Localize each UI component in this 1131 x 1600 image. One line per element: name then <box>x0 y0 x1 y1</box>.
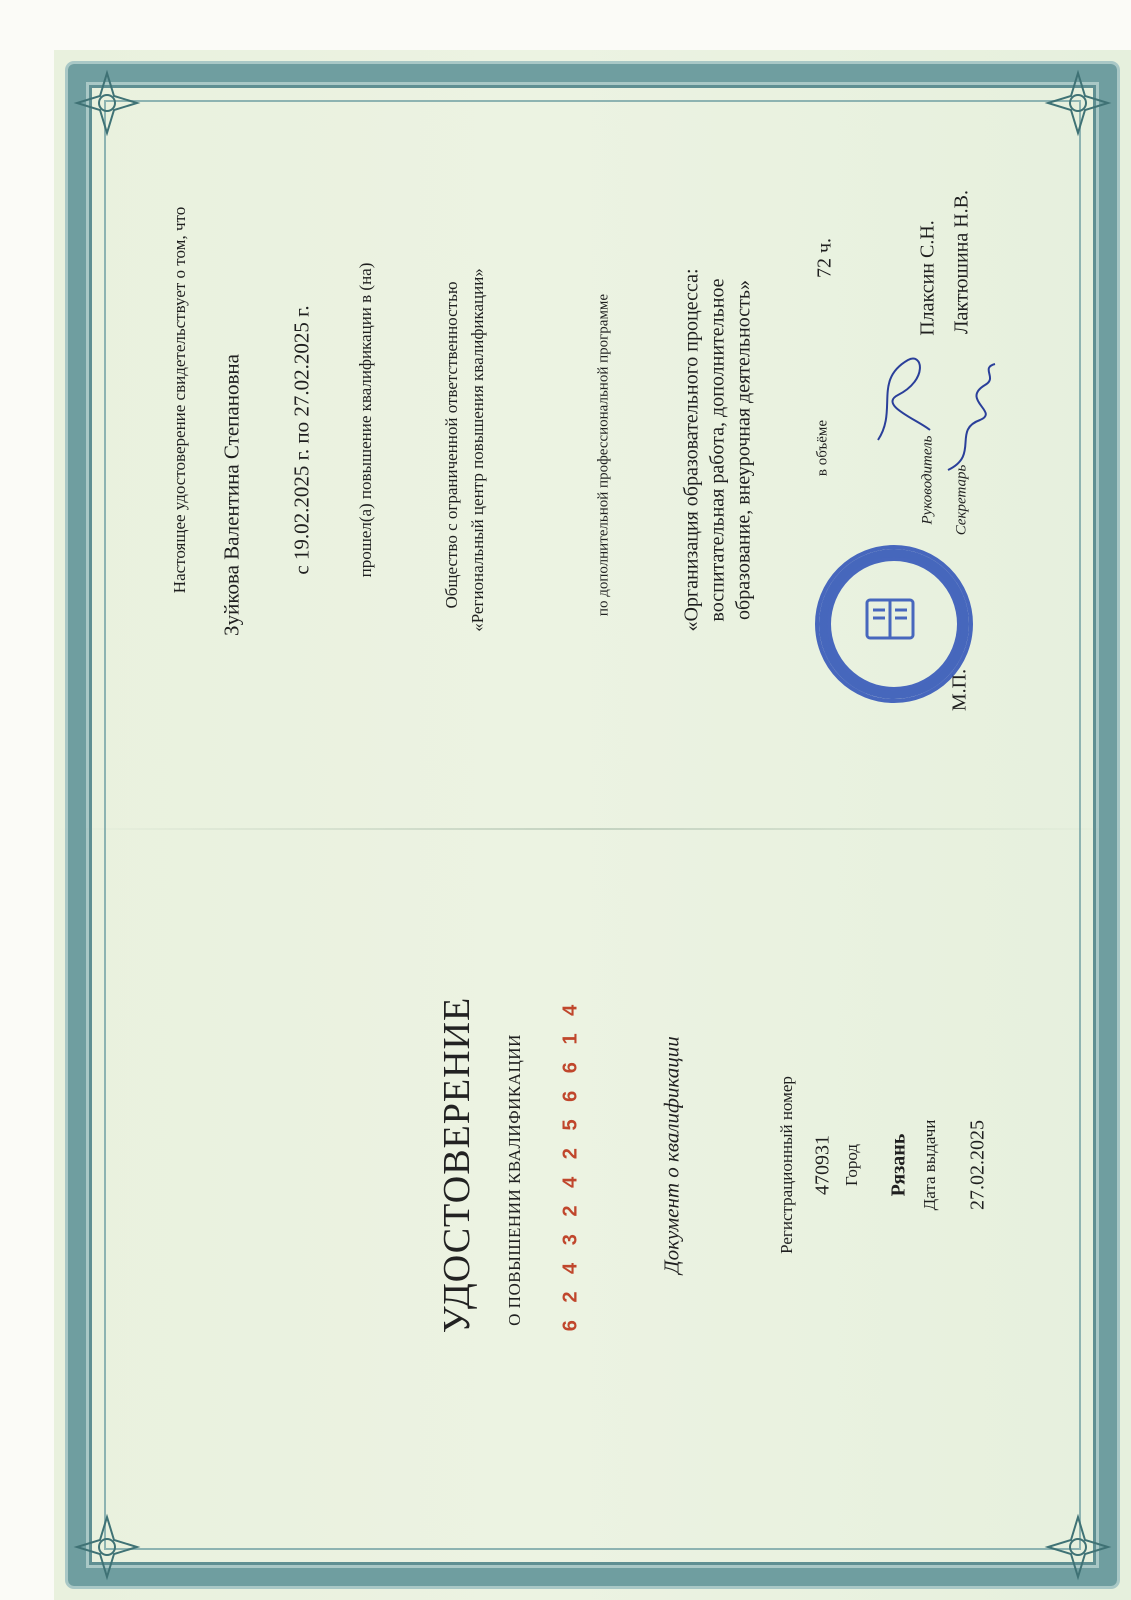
intro-text: Настоящее удостоверение свидетельствует о том, что <box>170 206 189 594</box>
head-signature-icon <box>868 340 938 450</box>
document-title: УДОСТОВЕРЕНИЕ <box>436 996 478 1334</box>
book-emblem-icon <box>815 545 965 695</box>
mp-mark: М.П. <box>948 668 971 712</box>
volume-label: в объёме <box>814 419 831 477</box>
city-label: Город <box>842 1144 861 1186</box>
serial-number: 6 2 4 3 2 4 2 5 6 6 1 4 <box>559 998 582 1332</box>
issue-date: 27.02.2025 <box>966 1120 989 1210</box>
program-line-3: образование, внеурочная деятельность» <box>732 280 755 620</box>
passed-text: прошел(а) повышение квалификации в (на) <box>356 262 375 578</box>
volume-value: 72 ч. <box>813 237 836 279</box>
issue-date-label: Дата выдачи <box>920 1119 939 1211</box>
registration-label: Регистрационный номер <box>777 1076 796 1254</box>
fold-line <box>54 828 1131 830</box>
organization-stamp <box>815 545 973 703</box>
program-intro: по дополнительной профессиональной программе <box>595 293 612 617</box>
corner-ornament-icon <box>1043 1512 1113 1582</box>
document-subtitle: О ПОВЫШЕНИИ КВАЛИФИКАЦИИ <box>505 1034 524 1326</box>
city-value: Рязань <box>887 1133 910 1197</box>
registration-number: 470931 <box>811 1135 834 1195</box>
org-line-2: «Региональный центр повышения квалификации» <box>468 268 487 632</box>
head-label: Руководитель <box>919 435 936 525</box>
secretary-signature-icon <box>940 360 1005 480</box>
corner-ornament-icon <box>1043 68 1113 138</box>
program-line-2: воспитательная работа, дополнительное <box>706 278 729 622</box>
secretary-name: Лактюшина Н.В. <box>950 189 973 335</box>
program-line-1: «Организация образовательного процесса: <box>680 268 703 632</box>
head-name: Плаксин С.Н. <box>916 220 939 336</box>
recipient-name: Зуйкова Валентина Степановна <box>219 354 244 636</box>
corner-ornament-icon <box>72 1512 142 1582</box>
corner-ornament-icon <box>72 68 142 138</box>
document-type: Документ о квалификации <box>659 1036 684 1274</box>
secretary-label: Секретарь <box>953 464 970 536</box>
org-line-1: Общество с ограниченной ответственностью <box>442 281 461 609</box>
training-period: с 19.02.2025 г. по 27.02.2025 г. <box>289 305 314 575</box>
